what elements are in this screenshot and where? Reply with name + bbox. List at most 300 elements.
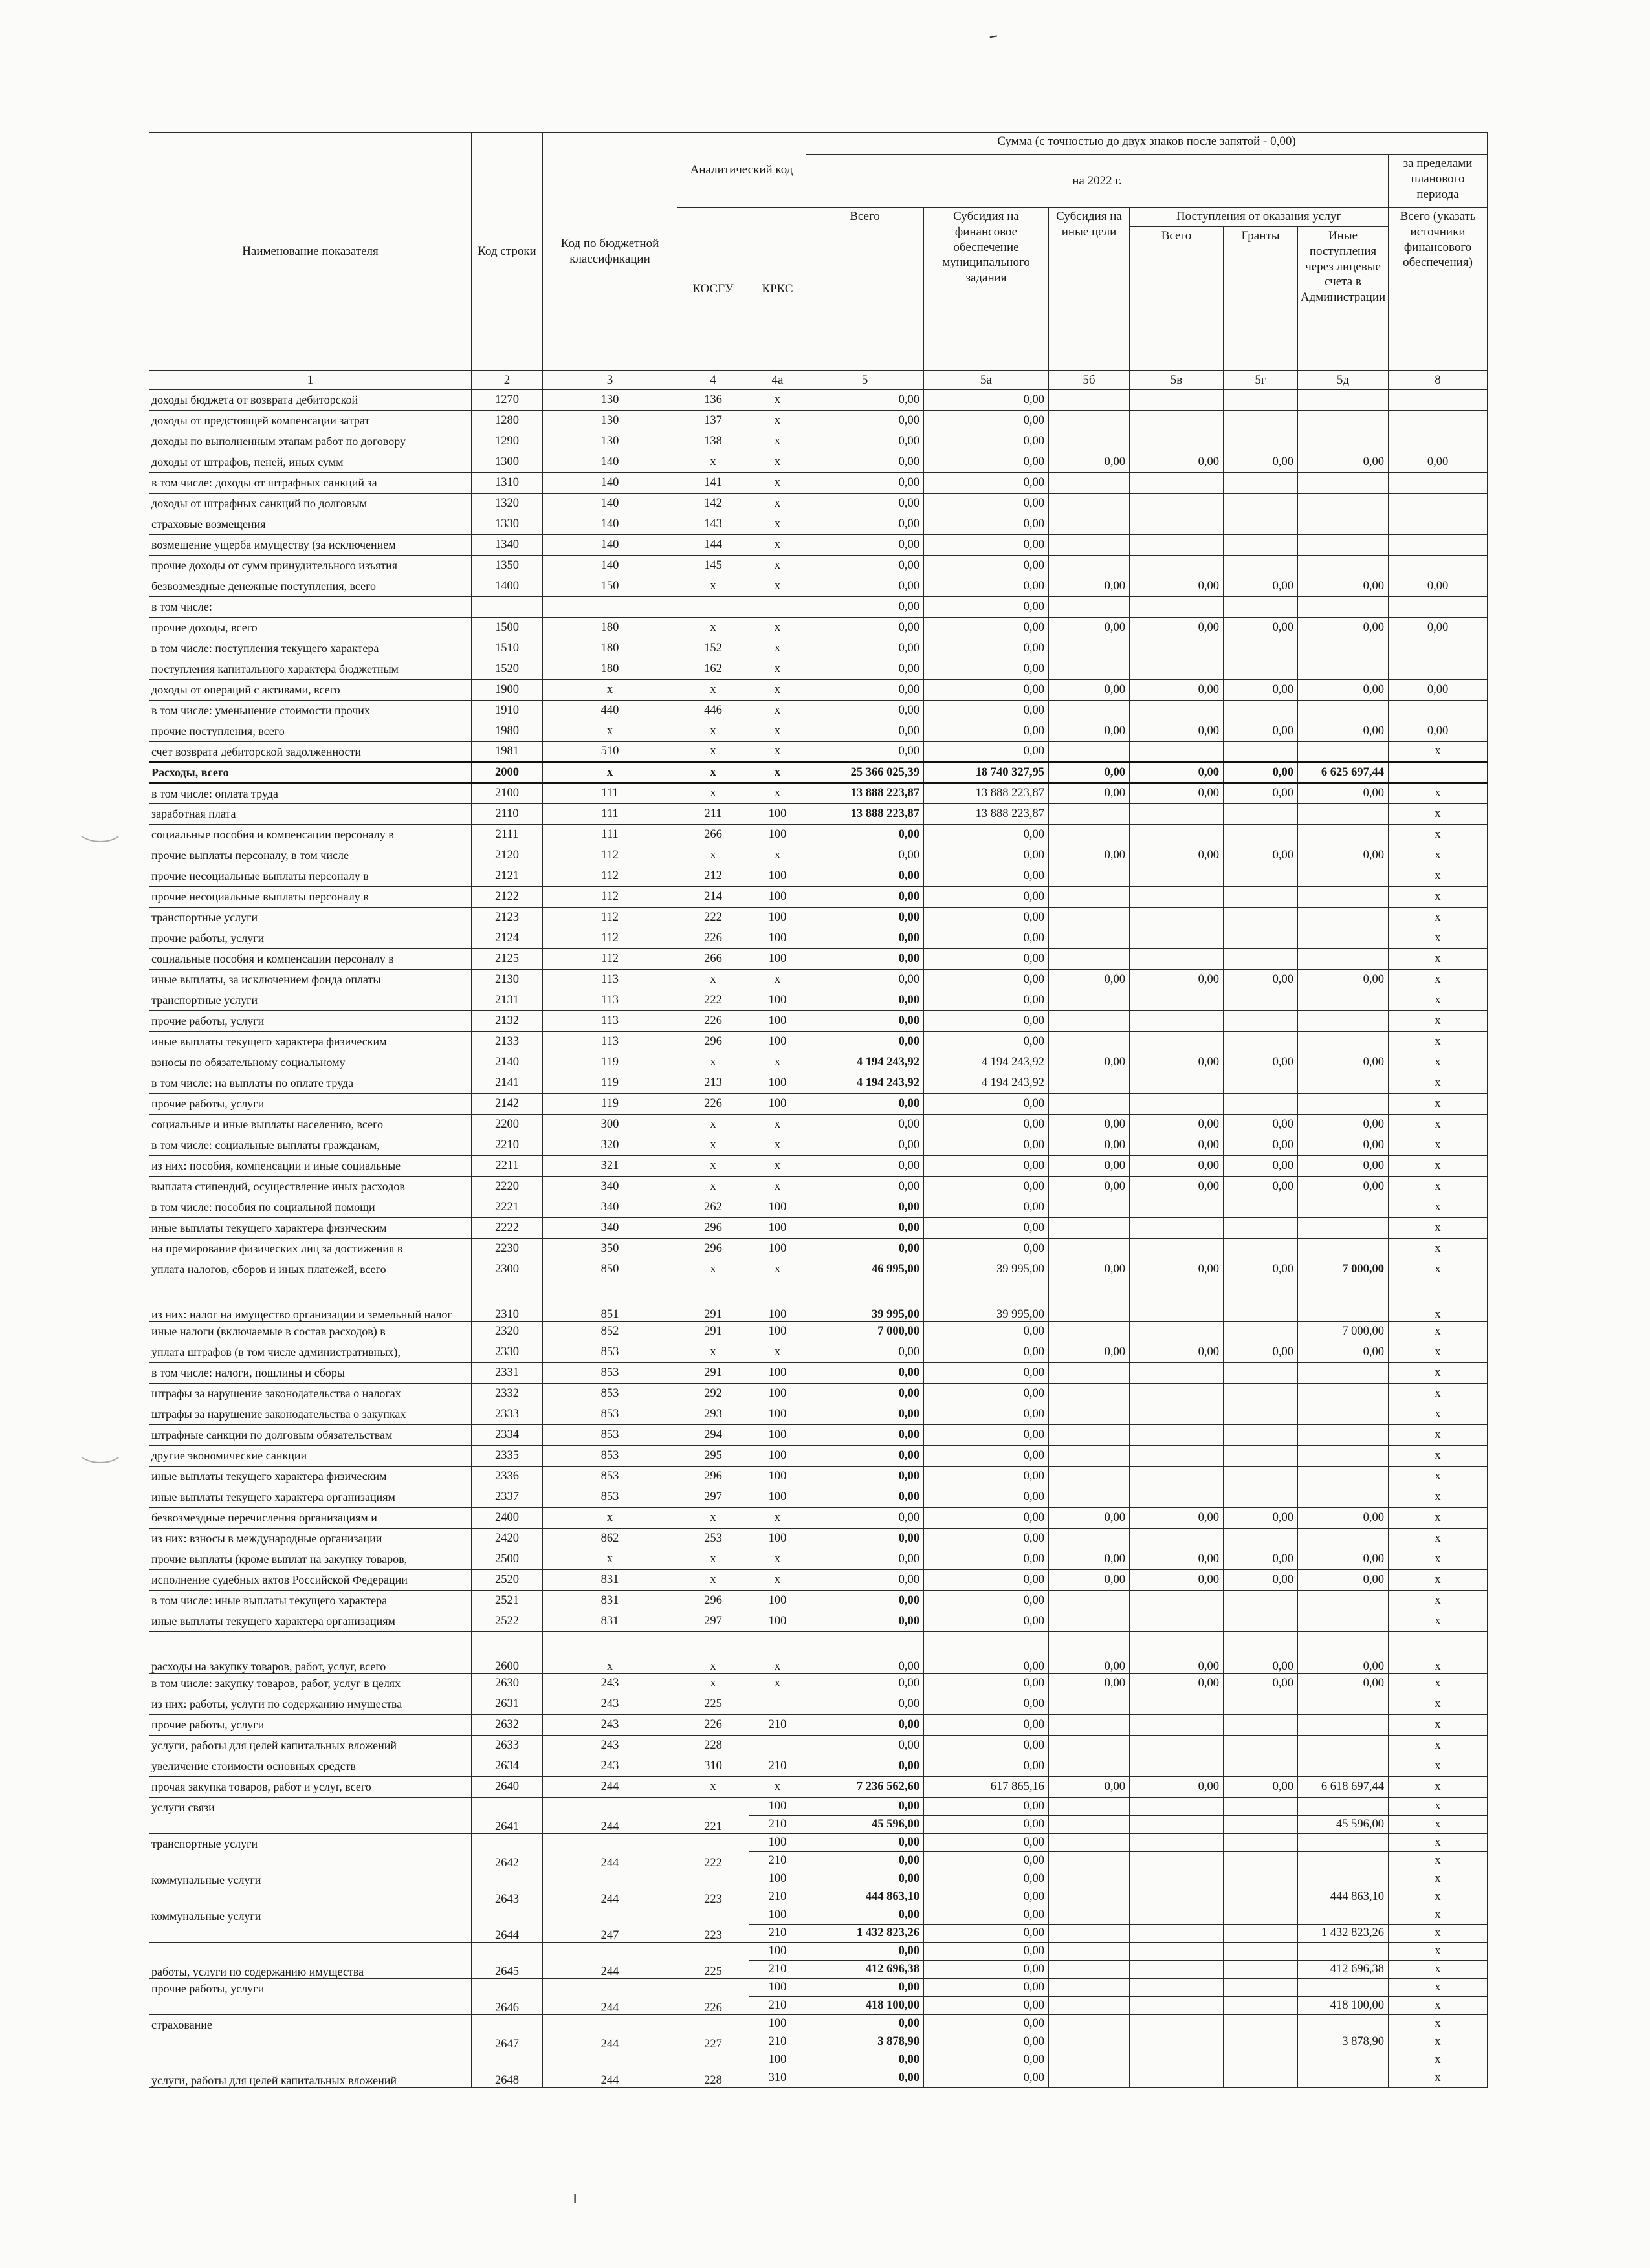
- cell: [1389, 514, 1488, 535]
- cell: [1224, 431, 1298, 452]
- cell: 1520: [472, 659, 543, 680]
- cell: x: [677, 970, 749, 990]
- row-name: взносы по обязательному социальному: [149, 1052, 472, 1073]
- cell: 100: [749, 1611, 806, 1632]
- cell: 0,00: [806, 1674, 924, 1694]
- cell: [1224, 1798, 1298, 1816]
- cell: 2123: [472, 908, 543, 928]
- cell: 862: [543, 1529, 677, 1549]
- cell: [1049, 804, 1130, 825]
- cell: x: [749, 1342, 806, 1363]
- cell: 112: [543, 928, 677, 949]
- cell: 2631: [472, 1694, 543, 1715]
- cell: 244: [543, 2051, 677, 2088]
- cell: [1224, 473, 1298, 494]
- header-krks: КРКС: [749, 208, 806, 371]
- cell: 831: [543, 1611, 677, 1632]
- cell: 0,00: [806, 721, 924, 742]
- row-name: доходы бюджета от возврата дебиторской: [149, 390, 472, 411]
- table-row: [149, 514, 1488, 535]
- cell: 0,00: [806, 1197, 924, 1218]
- cell: 119: [543, 1094, 677, 1115]
- cell: 0,00: [806, 1694, 924, 1715]
- row-name: расходы на закупку товаров, работ, услуг, всего: [149, 1632, 472, 1674]
- cell: 2133: [472, 1032, 543, 1052]
- cell: [1224, 1888, 1298, 1906]
- cell: 852: [543, 1322, 677, 1342]
- cell: 0,00: [1298, 1570, 1389, 1591]
- row-name: прочие несоциальные выплаты персоналу в: [149, 866, 472, 887]
- cell: [1130, 1467, 1224, 1487]
- cell: [1224, 1816, 1298, 1834]
- cell: 340: [543, 1197, 677, 1218]
- cell: [1049, 1798, 1130, 1816]
- cell: x: [1389, 742, 1488, 763]
- row-name: иные выплаты текущего характера организациям: [149, 1487, 472, 1508]
- table-row: [149, 887, 1488, 908]
- cell: x: [1389, 1529, 1488, 1549]
- row-name: прочие работы, услуги: [149, 1979, 472, 2015]
- cell: x: [1389, 804, 1488, 825]
- cell: [1298, 1852, 1389, 1870]
- cell: 4 194 243,92: [806, 1052, 924, 1073]
- cell: x: [677, 452, 749, 473]
- cell: 0,00: [806, 1632, 924, 1674]
- cell: 0,00: [806, 1834, 924, 1852]
- cell: [1224, 1322, 1298, 1342]
- cell: 100: [749, 1943, 806, 1961]
- row-name: заработная плата: [149, 804, 472, 825]
- table-row: [149, 804, 1488, 825]
- cell: 0,00: [1298, 1632, 1389, 1674]
- cell: x: [749, 1674, 806, 1694]
- cell: 2334: [472, 1425, 543, 1446]
- row-name: иные выплаты текущего характера физическим: [149, 1467, 472, 1487]
- cell: [1049, 1736, 1130, 1756]
- cell: 1910: [472, 701, 543, 721]
- table-row: [149, 1943, 1488, 1961]
- cell: 226: [677, 1979, 749, 2015]
- cell: 244: [543, 1870, 677, 1906]
- cell: [1130, 990, 1224, 1011]
- row-name: услуги, работы для целей капитальных вложений: [149, 1736, 472, 1756]
- cell: [1049, 1467, 1130, 1487]
- cell: x: [1389, 866, 1488, 887]
- cell: x: [677, 783, 749, 804]
- cell: 4 194 243,92: [924, 1052, 1049, 1073]
- cell: 228: [677, 1736, 749, 1756]
- cell: 0,00: [924, 535, 1049, 556]
- cell: [1298, 431, 1389, 452]
- table-row: [149, 990, 1488, 1011]
- cell: [1298, 1384, 1389, 1404]
- cell: x: [1389, 1322, 1488, 1342]
- cell: 13 888 223,87: [924, 804, 1049, 825]
- cell: 2522: [472, 1611, 543, 1632]
- cell: [1130, 1694, 1224, 1715]
- cell: [1224, 866, 1298, 887]
- cell: 100: [749, 1404, 806, 1425]
- cell: x: [749, 473, 806, 494]
- cell: x: [1389, 1197, 1488, 1218]
- cell: [1049, 431, 1130, 452]
- cell: [1389, 556, 1488, 576]
- cell: [1298, 1529, 1389, 1549]
- cell: x: [1389, 949, 1488, 970]
- cell: [1049, 494, 1130, 514]
- cell: 226: [677, 1011, 749, 1032]
- table-header: [149, 133, 1488, 390]
- row-name: страховые возмещения: [149, 514, 472, 535]
- cell: x: [1389, 1508, 1488, 1529]
- cell: 340: [543, 1218, 677, 1239]
- cell: [1049, 1816, 1130, 1834]
- cell: 0,00: [924, 1961, 1049, 1979]
- cell: 0,00: [806, 556, 924, 576]
- cell: 0,00: [806, 928, 924, 949]
- cell: [1130, 1446, 1224, 1467]
- cell: 112: [543, 908, 677, 928]
- cell: [1224, 1925, 1298, 1943]
- cell: [1224, 1363, 1298, 1384]
- table-row: [149, 1239, 1488, 1259]
- cell: 1 432 823,26: [806, 1925, 924, 1943]
- cell: x: [1389, 1715, 1488, 1736]
- cell: x: [1389, 1632, 1488, 1674]
- cell: 119: [543, 1073, 677, 1094]
- cell: 0,00: [924, 1197, 1049, 1218]
- cell: 0,00: [1298, 576, 1389, 597]
- cell: 39 995,00: [924, 1259, 1049, 1280]
- row-name: из них: пособия, компенсации и иные социальные: [149, 1156, 472, 1177]
- cell: 2640: [472, 1777, 543, 1798]
- cell: 2630: [472, 1674, 543, 1694]
- cell: 210: [749, 1816, 806, 1834]
- cell: [1298, 949, 1389, 970]
- cell: 266: [677, 825, 749, 845]
- cell: [1130, 2015, 1224, 2033]
- cell: 0,00: [1298, 1342, 1389, 1363]
- cell: 0,00: [924, 1756, 1049, 1777]
- cell: 0,00: [1224, 1259, 1298, 1280]
- cell: x: [749, 1052, 806, 1073]
- cell: 0,00: [1049, 1177, 1130, 1197]
- cell: [1049, 2069, 1130, 2088]
- table-row: [149, 908, 1488, 928]
- cell: 0,00: [1049, 1115, 1130, 1135]
- cell: x: [1389, 1073, 1488, 1094]
- cell: 1340: [472, 535, 543, 556]
- cell: 0,00: [924, 473, 1049, 494]
- cell: 222: [677, 990, 749, 1011]
- column-number: 4: [677, 371, 749, 390]
- cell: 140: [543, 494, 677, 514]
- cell: 0,00: [806, 1570, 924, 1591]
- cell: x: [1389, 1404, 1488, 1425]
- cell: 0,00: [1224, 721, 1298, 742]
- cell: [1224, 1425, 1298, 1446]
- cell: x: [749, 659, 806, 680]
- cell: 2000: [472, 763, 543, 783]
- cell: 0,00: [806, 1032, 924, 1052]
- cell: x: [749, 535, 806, 556]
- cell: [1224, 1446, 1298, 1467]
- cell: [1298, 1094, 1389, 1115]
- cell: 0,00: [924, 2015, 1049, 2033]
- cell: 2140: [472, 1052, 543, 1073]
- cell: [1298, 1611, 1389, 1632]
- cell: 0,00: [806, 1591, 924, 1611]
- cell: 2641: [472, 1798, 543, 1834]
- cell: 0,00: [924, 1816, 1049, 1834]
- cell: 100: [749, 1094, 806, 1115]
- cell: 262: [677, 1197, 749, 1218]
- cell: 0,00: [806, 949, 924, 970]
- cell: 0,00: [924, 390, 1049, 411]
- scan-mark: ı: [573, 2188, 578, 2207]
- cell: 130: [543, 411, 677, 431]
- cell: 119: [543, 1052, 677, 1073]
- cell: 210: [749, 1715, 806, 1736]
- cell: 0,00: [1130, 1342, 1224, 1363]
- cell: 0,00: [806, 494, 924, 514]
- cell: 0,00: [806, 1363, 924, 1384]
- cell: 0,00: [924, 1906, 1049, 1925]
- cell: x: [543, 1632, 677, 1674]
- cell: [1298, 494, 1389, 514]
- cell: 221: [677, 1798, 749, 1834]
- cell: 140: [543, 452, 677, 473]
- row-name: исполнение судебных актов Российской Федерации: [149, 1570, 472, 1591]
- row-name: иные выплаты текущего характера организациям: [149, 1611, 472, 1632]
- cell: x: [749, 680, 806, 701]
- row-name: в том числе: доходы от штрафных санкций за: [149, 473, 472, 494]
- cell: 0,00: [924, 1694, 1049, 1715]
- table-row: [149, 1632, 1488, 1674]
- cell: [1130, 1529, 1224, 1549]
- table-row: [149, 411, 1488, 431]
- cell: x: [677, 1052, 749, 1073]
- cell: 3 878,90: [1298, 2033, 1389, 2051]
- cell: x: [749, 970, 806, 990]
- cell: 100: [749, 928, 806, 949]
- cell: 244: [543, 1979, 677, 2015]
- cell: x: [1389, 1363, 1488, 1384]
- cell: 140: [543, 514, 677, 535]
- cell: 510: [543, 742, 677, 763]
- cell: 138: [677, 431, 749, 452]
- row-name: коммунальные услуги: [149, 1870, 472, 1906]
- cell: 140: [543, 556, 677, 576]
- cell: [1389, 701, 1488, 721]
- cell: [1298, 473, 1389, 494]
- cell: [1224, 1834, 1298, 1852]
- cell: [1049, 1032, 1130, 1052]
- cell: 142: [677, 494, 749, 514]
- table-row: [149, 1798, 1488, 1816]
- table-row: [149, 1674, 1488, 1694]
- cell: 0,00: [806, 1115, 924, 1135]
- cell: 291: [677, 1280, 749, 1322]
- cell: x: [1389, 1446, 1488, 1467]
- cell: [1224, 928, 1298, 949]
- cell: [1298, 1694, 1389, 1715]
- cell: 244: [543, 2015, 677, 2051]
- table-row: [149, 1777, 1488, 1798]
- cell: 0,00: [924, 659, 1049, 680]
- cell: [1049, 1906, 1130, 1925]
- cell: x: [749, 721, 806, 742]
- cell: 0,00: [1224, 618, 1298, 638]
- cell: 0,00: [924, 742, 1049, 763]
- row-name: на премирование физических лиц за достижения в: [149, 1239, 472, 1259]
- cell: [1298, 1011, 1389, 1032]
- cell: 0,00: [1130, 1570, 1224, 1591]
- table-row: [149, 535, 1488, 556]
- cell: 100: [749, 1073, 806, 1094]
- cell: 2141: [472, 1073, 543, 1094]
- cell: 0,00: [1298, 1052, 1389, 1073]
- table-row: [149, 1834, 1488, 1852]
- cell: 0,00: [1130, 1156, 1224, 1177]
- row-name: из них: налог на имущество организации и земельный налог: [149, 1280, 472, 1322]
- cell: [1224, 1591, 1298, 1611]
- cell: 440: [543, 701, 677, 721]
- column-number: 5а: [924, 371, 1049, 390]
- cell: [1130, 928, 1224, 949]
- cell: [1049, 1446, 1130, 1467]
- cell: 113: [543, 970, 677, 990]
- cell: x: [749, 431, 806, 452]
- cell: [1049, 1715, 1130, 1736]
- cell: [1049, 659, 1130, 680]
- table-row: [149, 1259, 1488, 1280]
- cell: 0,00: [924, 928, 1049, 949]
- column-number: 4а: [749, 371, 806, 390]
- cell: 0,00: [924, 1798, 1049, 1816]
- cell: 0,00: [806, 1404, 924, 1425]
- cell: 100: [749, 1979, 806, 1997]
- cell: 2110: [472, 804, 543, 825]
- cell: [1298, 2051, 1389, 2069]
- cell: 180: [543, 659, 677, 680]
- cell: [1130, 1425, 1224, 1446]
- cell: 100: [749, 1591, 806, 1611]
- cell: [1130, 804, 1224, 825]
- cell: [1130, 908, 1224, 928]
- row-name: работы, услуги по содержанию имущества: [149, 1943, 472, 1979]
- cell: 0,00: [924, 1591, 1049, 1611]
- cell: 0,00: [1130, 1177, 1224, 1197]
- cell: 0,00: [1130, 1674, 1224, 1694]
- cell: [1298, 1467, 1389, 1487]
- cell: 180: [543, 618, 677, 638]
- cell: x: [1389, 1798, 1488, 1816]
- column-numbers-row: [149, 371, 1488, 390]
- table-row: [149, 1032, 1488, 1052]
- cell: x: [1389, 1239, 1488, 1259]
- row-name: социальные пособия и компенсации персоналу в: [149, 825, 472, 845]
- cell: [1298, 825, 1389, 845]
- cell: [1130, 1798, 1224, 1816]
- cell: 0,00: [806, 1979, 924, 1997]
- row-name: в том числе: иные выплаты текущего характера: [149, 1591, 472, 1611]
- cell: 300: [543, 1115, 677, 1135]
- cell: 0,00: [1130, 680, 1224, 701]
- cell: 214: [677, 887, 749, 908]
- cell: [1049, 1529, 1130, 1549]
- cell: x: [677, 1342, 749, 1363]
- cell: 211: [677, 804, 749, 825]
- cell: 853: [543, 1342, 677, 1363]
- cell: [1049, 1888, 1130, 1906]
- cell: [1298, 1979, 1389, 1997]
- cell: [1224, 1961, 1298, 1979]
- cell: 228: [677, 2051, 749, 2088]
- cell: 0,00: [924, 514, 1049, 535]
- cell: 2320: [472, 1322, 543, 1342]
- cell: [1130, 597, 1224, 618]
- cell: 2310: [472, 1280, 543, 1322]
- cell: [1130, 1094, 1224, 1115]
- cell: 0,00: [806, 1508, 924, 1529]
- cell: [1298, 411, 1389, 431]
- cell: [1389, 390, 1488, 411]
- cell: 2230: [472, 1239, 543, 1259]
- cell: 0,00: [924, 701, 1049, 721]
- cell: 0,00: [806, 597, 924, 618]
- cell: 0,00: [1298, 845, 1389, 866]
- table-row: [149, 1197, 1488, 1218]
- cell: 0,00: [1130, 970, 1224, 990]
- cell: [1130, 1888, 1224, 1906]
- cell: [1224, 1280, 1298, 1322]
- cell: 4 194 243,92: [806, 1073, 924, 1094]
- cell: [1049, 1925, 1130, 1943]
- cell: x: [677, 845, 749, 866]
- cell: 0,00: [806, 1011, 924, 1032]
- table-row: [149, 597, 1488, 618]
- cell: 444 863,10: [1298, 1888, 1389, 1906]
- cell: 0,00: [924, 556, 1049, 576]
- cell: [1130, 659, 1224, 680]
- cell: x: [1389, 1816, 1488, 1834]
- table-row: [149, 1322, 1488, 1342]
- cell: [1049, 1404, 1130, 1425]
- cell: 2648: [472, 2051, 543, 2088]
- cell: 850: [543, 1259, 677, 1280]
- cell: 100: [749, 1870, 806, 1888]
- cell: [1298, 1487, 1389, 1508]
- cell: 2132: [472, 1011, 543, 1032]
- cell: x: [677, 680, 749, 701]
- cell: 293: [677, 1404, 749, 1425]
- cell: 412 696,38: [1298, 1961, 1389, 1979]
- cell: 350: [543, 1239, 677, 1259]
- cell: x: [677, 721, 749, 742]
- cell: [1224, 1404, 1298, 1425]
- row-name: транспортные услуги: [149, 908, 472, 928]
- row-name: безвозмездные денежные поступления, всего: [149, 576, 472, 597]
- cell: [1049, 2033, 1130, 2051]
- cell: 0,00: [1130, 1115, 1224, 1135]
- cell: 0,00: [924, 1446, 1049, 1467]
- cell: [1224, 659, 1298, 680]
- cell: [1298, 866, 1389, 887]
- cell: 0,00: [1224, 783, 1298, 804]
- cell: x: [749, 1135, 806, 1156]
- row-name: прочие доходы, всего: [149, 618, 472, 638]
